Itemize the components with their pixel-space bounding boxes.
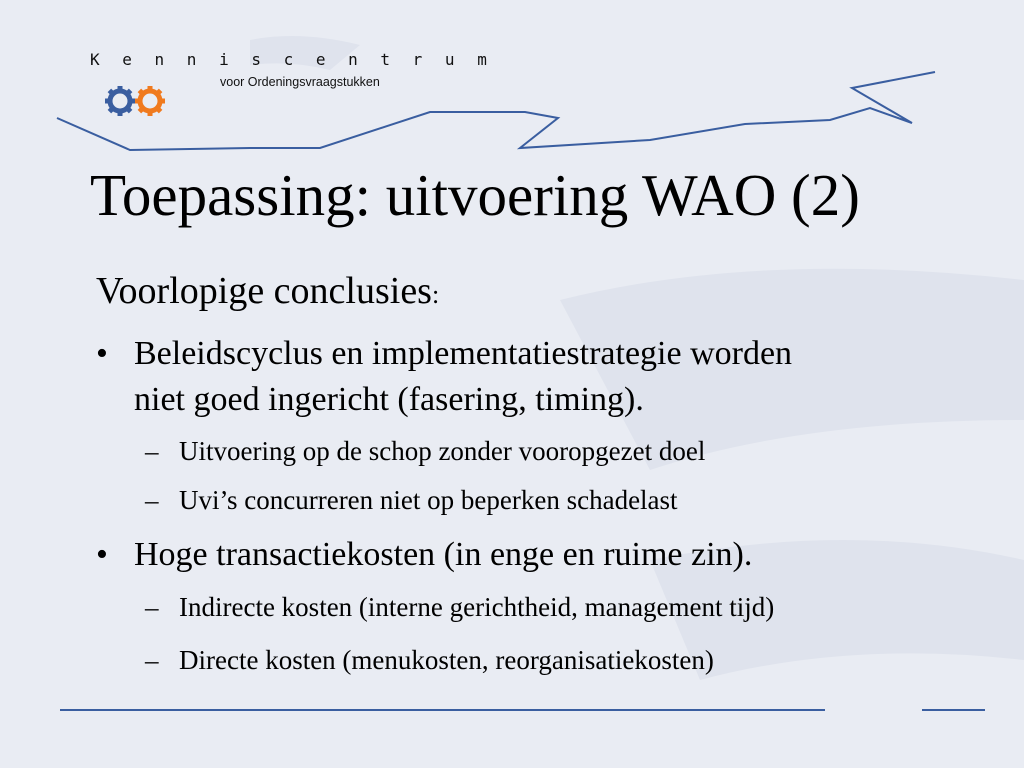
- logo-text-subtitle: voor Ordeningsvraagstukken: [220, 75, 380, 89]
- gear-orange-icon: [135, 86, 165, 116]
- subtitle-colon: :: [431, 280, 440, 309]
- bullet-text-line: Hoge transactiekosten (in enge en ruime zin).: [134, 536, 753, 573]
- bullet-text-line: niet goed ingericht (fasering, timing).: [134, 381, 644, 418]
- sub-item-text: Uvi’s concurreren niet op beperken schadelast: [179, 485, 678, 515]
- slide-title: Toepassing: uitvoering WAO (2): [90, 162, 860, 228]
- sub-item-text: Directe kosten (menukosten, reorganisatiekosten): [179, 645, 714, 675]
- dash-mark: –: [145, 592, 159, 622]
- logo-text-kenniscentrum: K e n n i s c e n t r u m: [90, 50, 494, 69]
- gear-blue-icon: [105, 86, 135, 116]
- slide-subtitle: [96, 267, 439, 319]
- sub-item-text: Uitvoering op de schop zonder vooropgezet doel: [179, 436, 706, 466]
- bullet-mark: •: [96, 536, 108, 573]
- bullet-mark: •: [96, 335, 108, 372]
- logo-gears-icon: [103, 85, 173, 119]
- sub-item-text: Indirecte kosten (interne gerichtheid, management tijd): [179, 592, 775, 622]
- dash-mark: –: [145, 485, 159, 515]
- dash-mark: –: [145, 645, 159, 675]
- bullet-text-line: Beleidscyclus en implementatiestrategie worden: [134, 335, 793, 372]
- wave-line: [57, 72, 935, 150]
- dash-mark: –: [145, 436, 159, 466]
- footer-rule-left: [60, 709, 825, 711]
- footer-rule-right: [922, 709, 985, 711]
- subtitle-text: Voorlopige conclusies: [96, 270, 432, 312]
